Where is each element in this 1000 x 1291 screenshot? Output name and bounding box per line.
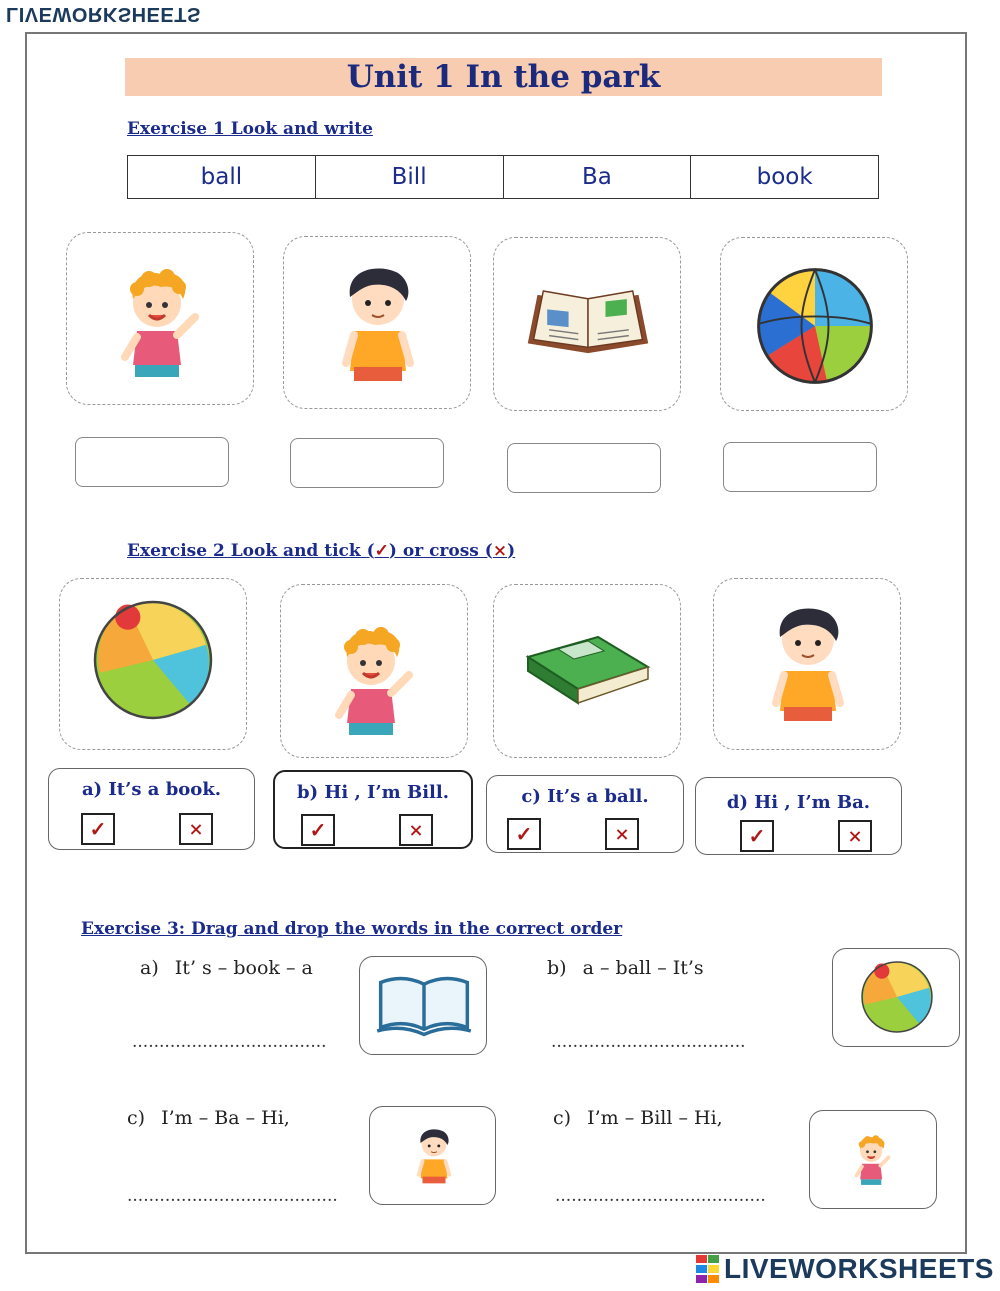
page-title: Unit 1 In the park — [125, 58, 882, 96]
ex2-card-a — [48, 768, 255, 850]
cross-button[interactable] — [605, 818, 639, 850]
tick-mark: ✓ — [515, 822, 533, 846]
cross-button[interactable] — [399, 814, 433, 846]
exercise2-heading-text: ) — [507, 541, 516, 561]
exercise2-heading-text: Exercise 2 Look and tick ( — [127, 541, 375, 561]
scrambled-words[interactable]: a – ball – It’s — [582, 957, 704, 979]
cross-mark: × — [188, 818, 204, 840]
answer-line[interactable]: ....................................... — [127, 1186, 338, 1206]
ex1-picture-open-book — [493, 237, 681, 411]
word-bank — [127, 155, 879, 199]
card-label: b) Hi , I’m Bill. — [296, 782, 449, 803]
curly-boy-illustration — [325, 623, 425, 743]
scrambled-words[interactable]: It’ s – book – a — [174, 957, 313, 979]
word-bank-item: Ba — [504, 156, 692, 198]
answer-line[interactable]: .................................... — [551, 1032, 746, 1052]
cross-mark: × — [614, 823, 630, 845]
answer-line[interactable]: ....................................... — [555, 1186, 766, 1206]
ex3-item-b — [547, 957, 704, 979]
ex3-picture-ball — [832, 948, 960, 1047]
item-label: c) — [127, 1107, 146, 1129]
tick-mark: ✓ — [748, 824, 766, 848]
card-label: d) Hi , I’m Ba. — [726, 792, 871, 813]
curly-boy-illustration — [111, 265, 211, 385]
tick-button[interactable] — [301, 814, 335, 846]
boy-icon — [410, 1121, 458, 1191]
exercise1-heading: Exercise 1 Look and write — [127, 119, 373, 139]
ex1-picture-curly-boy — [66, 232, 254, 405]
answer-input-2[interactable] — [290, 438, 444, 488]
card-label: c) It’s a ball. — [521, 786, 649, 807]
ex2-card-d — [695, 777, 902, 855]
scrambled-words[interactable]: I’m – Ba – Hi, — [161, 1107, 290, 1129]
tick-button[interactable] — [507, 818, 541, 850]
tick-mark: ✓ — [89, 817, 107, 841]
ex2-picture-boy — [713, 578, 901, 750]
answer-line[interactable]: .................................... — [132, 1032, 327, 1052]
tick-button[interactable] — [81, 813, 115, 845]
open-book-icon — [372, 965, 476, 1045]
green-book-illustration — [518, 627, 658, 707]
item-label: c) — [553, 1107, 572, 1129]
ex3-picture-open-book — [359, 956, 487, 1055]
top-brand-mirrored: LIVEWORKSHEETS — [6, 3, 201, 25]
item-label: a) — [140, 957, 159, 979]
open-book-illustration — [520, 284, 656, 364]
footer-brand — [696, 1253, 994, 1285]
word-bank-item: ball — [128, 156, 316, 198]
ball-illustration — [90, 597, 216, 723]
cross-button[interactable] — [838, 820, 872, 852]
cross-mark: × — [847, 825, 863, 847]
ex3-item-c1 — [127, 1107, 290, 1129]
card-label: a) It’s a book. — [81, 779, 222, 800]
tick-button[interactable] — [740, 820, 774, 852]
answer-input-1[interactable] — [75, 437, 229, 487]
ex3-item-c2 — [553, 1107, 723, 1129]
ex1-picture-boy — [283, 236, 471, 409]
tick-mark: ✓ — [309, 818, 327, 842]
ex3-picture-boy — [369, 1106, 496, 1205]
item-label: b) — [547, 957, 567, 979]
ball-illustration — [755, 266, 875, 386]
ex2-card-b — [273, 770, 473, 849]
ball-icon — [859, 959, 935, 1035]
ex3-picture-curly-boy — [809, 1110, 937, 1209]
word-bank-item: Bill — [316, 156, 504, 198]
ex1-picture-ball — [720, 237, 908, 411]
ex3-item-a — [140, 957, 313, 979]
curly-boy-icon — [850, 1133, 896, 1189]
exercise2-heading-text: ) or cross ( — [388, 541, 493, 561]
exercise3-heading: Exercise 3: Drag and drop the words in the correct order — [81, 919, 623, 939]
scrambled-words[interactable]: I’m – Bill – Hi, — [587, 1107, 723, 1129]
answer-input-4[interactable] — [723, 442, 877, 492]
ex2-picture-curly-boy — [280, 584, 468, 758]
boy-illustration — [328, 259, 428, 389]
answer-input-3[interactable] — [507, 443, 661, 493]
ex2-picture-green-book — [493, 584, 681, 758]
boy-illustration — [758, 599, 858, 729]
cross-mark: × — [408, 819, 424, 841]
cross-symbol: × — [492, 541, 508, 561]
ex2-picture-ball — [59, 578, 247, 750]
footer-brand-text: LIVEWORKSHEETS — [724, 1253, 994, 1284]
cross-button[interactable] — [179, 813, 213, 845]
exercise2-heading — [127, 541, 515, 561]
tick-symbol: ✓ — [374, 541, 389, 561]
liveworksheets-logo-icon — [696, 1255, 720, 1283]
word-bank-item: book — [756, 164, 813, 190]
ex2-card-c — [486, 775, 684, 853]
